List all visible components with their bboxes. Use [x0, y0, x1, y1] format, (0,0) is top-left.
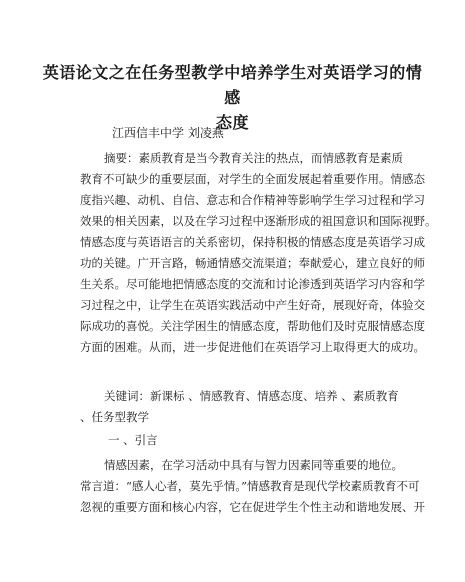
abstract-line: 效果的相关因素，以及在学习过程中逐渐形成的祖国意识和国际视野。 — [80, 214, 437, 228]
document-title — [40, 60, 425, 135]
abstract-line: 摘要：素质教育是当今教育关注的热点，而情感教育是素质 — [104, 151, 403, 165]
section-heading: 一 、引言 — [108, 433, 158, 447]
abstract-line: 习过程之中，让学生在英语实践活动中产生好奇，展现好奇，体验交 — [80, 298, 425, 312]
abstract-line: 教育不可缺少的重要层面，对学生的全面发展起着重要作用。情感态 — [80, 172, 425, 186]
title-line-1: 英语论文之在任务型教学中培养学生对英语学习的情感 — [42, 63, 423, 107]
keywords-line: 关键词：新课标 、情感教育、情感态度、培养 、素质教育 — [104, 389, 399, 403]
keywords-line: 、任务型教学 — [80, 410, 149, 424]
abstract-line: 方面的困难。从而，进一步促进他们在英语学习上取得更大的成功。 — [80, 340, 425, 354]
abstract-paragraph — [80, 148, 437, 358]
abstract-line: 度指兴趣、动机、自信、意志和合作精神等影响学生学习过程和学习 — [80, 193, 425, 207]
intro-line: 忽视的重要方面和核心内容，它在促进学生个性主动和谐地发展、开 — [80, 500, 425, 514]
author-byline: 江西信丰中学 刘凌燕 — [112, 126, 224, 140]
abstract-line: 情感态度与英语语言的关系密切，保持积极的情感态度是英语学习成 — [80, 235, 425, 249]
abstract-line: 生关系。尽可能地把情感态度的交流和讨论渗透到英语学习内容和学 — [80, 277, 425, 291]
intro-line: 常言道：“感人心者，莫先乎情。”情感教育是现代学校素质教育不可 — [80, 479, 420, 493]
title-line-2: 态度 — [215, 113, 249, 132]
intro-line: 情感因素，在学习活动中具有与智力因素同等重要的地位。 — [104, 458, 403, 472]
abstract-line: 际成功的喜悦。关注学困生的情感态度，帮助他们及时克服情感态度 — [80, 319, 425, 333]
keywords-paragraph — [80, 386, 400, 428]
abstract-line: 功的关键。广开言路，畅通情感交流渠道；奉献爱心，建立良好的师 — [80, 256, 425, 270]
intro-paragraph — [80, 455, 425, 518]
